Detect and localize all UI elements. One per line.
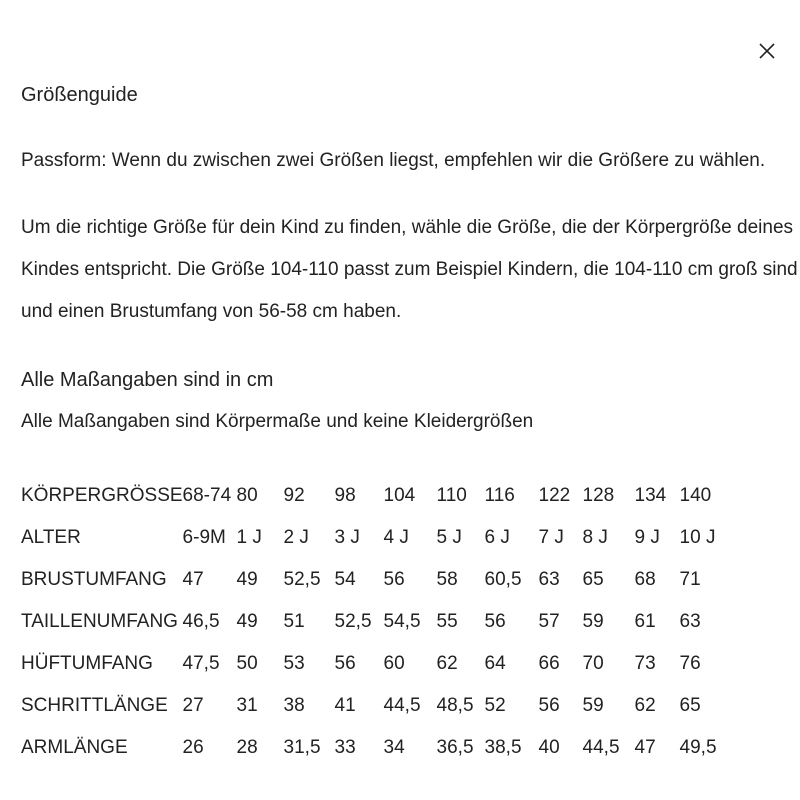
table-cell: 63	[538, 569, 560, 590]
table-row	[21, 517, 720, 559]
table-cell: 128	[582, 485, 615, 506]
table-cell: 50	[236, 653, 258, 674]
table-cell: 60	[383, 653, 405, 674]
table-cell: 92	[283, 485, 305, 506]
table-cell: 1 J	[236, 527, 262, 548]
table-cell: 56	[484, 611, 506, 632]
table-cell: 49	[236, 611, 258, 632]
table-cell: 53	[283, 653, 305, 674]
table-cell: 7 J	[538, 527, 564, 548]
table-row	[21, 727, 720, 769]
table-cell: 64	[484, 653, 506, 674]
table-cell: 47	[634, 737, 656, 758]
table-cell: 4 J	[383, 527, 409, 548]
table-cell: 6 J	[484, 527, 510, 548]
table-cell: 54,5	[383, 611, 421, 632]
table-cell: 66	[538, 653, 560, 674]
table-cell: 122	[538, 485, 571, 506]
table-cell: 104	[383, 485, 416, 506]
table-cell: 38,5	[484, 737, 522, 758]
table-row	[21, 643, 720, 685]
table-cell: 58	[436, 569, 458, 590]
table-cell: 8 J	[582, 527, 608, 548]
table-cell: 63	[679, 611, 701, 632]
page-title: Größenguide	[21, 84, 138, 106]
table-cell: 26	[182, 737, 204, 758]
table-cell: 134	[634, 485, 667, 506]
table-cell: 40	[538, 737, 560, 758]
row-label: TAILLENUMFANG	[21, 611, 178, 632]
units-note: Alle Maßangaben sind Körpermaße und keine Kleidergrößen	[21, 411, 534, 432]
table-cell: 47	[182, 569, 204, 590]
intro-line: Kindes entspricht. Die Größe 104-110 passt zum Beispiel Kindern, die 104-110 cm groß sind	[21, 259, 798, 280]
table-cell: 46,5	[182, 611, 220, 632]
row-label: ARMLÄNGE	[21, 737, 128, 758]
table-cell: 62	[436, 653, 458, 674]
table-cell: 3 J	[334, 527, 360, 548]
table-cell: 10 J	[679, 527, 716, 548]
table-cell: 44,5	[582, 737, 620, 758]
table-cell: 49	[236, 569, 258, 590]
table-cell: 56	[334, 653, 356, 674]
table-row	[21, 559, 720, 601]
intro-line: und einen Brustumfang von 56-58 cm haben.	[21, 301, 402, 322]
table-cell: 44,5	[383, 695, 421, 716]
table-cell: 59	[582, 611, 604, 632]
table-cell: 71	[679, 569, 701, 590]
intro-line: Um die richtige Größe für dein Kind zu finden, wähle die Größe, die der Körpergröße deines	[21, 217, 794, 238]
units-heading: Alle Maßangaben sind in cm	[21, 369, 274, 391]
size-table	[21, 475, 720, 769]
table-cell: 56	[383, 569, 405, 590]
row-label: ALTER	[21, 527, 81, 548]
table-cell: 59	[582, 695, 604, 716]
table-cell: 110	[436, 485, 467, 506]
table-cell: 55	[436, 611, 458, 632]
table-cell: 6-9M	[182, 527, 226, 548]
table-cell: 5 J	[436, 527, 462, 548]
table-cell: 62	[634, 695, 656, 716]
table-cell: 34	[383, 737, 405, 758]
table-cell: 48,5	[436, 695, 474, 716]
table-cell: 2 J	[283, 527, 309, 548]
table-cell: 68	[634, 569, 656, 590]
row-label: BRUSTUMFANG	[21, 569, 167, 590]
table-cell: 98	[334, 485, 356, 506]
fit-text: : Wenn du zwischen zwei Größen liegst, empfehlen wir die Größere zu wählen.	[101, 150, 766, 171]
table-cell: 65	[679, 695, 701, 716]
table-cell: 56	[538, 695, 560, 716]
table-cell: 51	[283, 611, 305, 632]
table-cell: 52,5	[334, 611, 372, 632]
table-cell: 33	[334, 737, 356, 758]
row-label: SCHRITTLÄNGE	[21, 695, 168, 716]
table-cell: 76	[679, 653, 701, 674]
fit-recommendation	[21, 148, 765, 174]
table-cell: 65	[582, 569, 604, 590]
table-cell: 28	[236, 737, 258, 758]
table-row	[21, 685, 720, 727]
intro-paragraph	[21, 214, 798, 340]
table-cell: 9 J	[634, 527, 660, 548]
table-cell: 52	[484, 695, 506, 716]
table-cell: 52,5	[283, 569, 321, 590]
table-cell: 70	[582, 653, 604, 674]
table-cell: 31	[236, 695, 258, 716]
table-cell: 38	[283, 695, 305, 716]
table-cell: 60,5	[484, 569, 522, 590]
row-label: KÖRPERGRÖSSE	[21, 485, 183, 506]
table-cell: 61	[634, 611, 656, 632]
table-row	[21, 475, 720, 517]
table-cell: 41	[334, 695, 356, 716]
table-cell: 31,5	[283, 737, 321, 758]
table-cell: 57	[538, 611, 560, 632]
close-button[interactable]	[752, 36, 782, 66]
table-row	[21, 601, 720, 643]
close-icon	[752, 36, 782, 66]
table-cell: 36,5	[436, 737, 474, 758]
table-cell: 116	[484, 485, 515, 506]
table-cell: 47,5	[182, 653, 220, 674]
table-cell: 68-74	[182, 485, 232, 506]
table-cell: 73	[634, 653, 656, 674]
row-label: HÜFTUMFANG	[21, 653, 153, 674]
table-cell: 140	[679, 485, 712, 506]
table-cell: 49,5	[679, 737, 717, 758]
table-cell: 27	[182, 695, 204, 716]
fit-label: Passform	[21, 150, 102, 171]
table-cell: 80	[236, 485, 258, 506]
table-cell: 54	[334, 569, 356, 590]
